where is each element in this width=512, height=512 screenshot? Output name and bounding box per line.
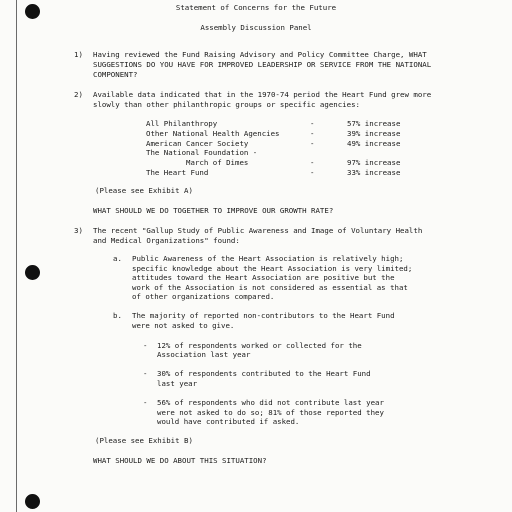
document-title: Statement of Concerns for the Future bbox=[175, 3, 337, 12]
bullet-dash: - bbox=[143, 341, 148, 350]
item-3-number: 3) bbox=[74, 226, 83, 235]
punch-hole-bottom bbox=[25, 494, 40, 509]
bullet-line: would have contributed if asked. bbox=[157, 417, 300, 426]
stat-dash: - bbox=[310, 139, 315, 148]
item-1-line: COMPONENT? bbox=[93, 70, 138, 79]
bullet-line: 56% of respondents who did not contribute last year bbox=[157, 398, 384, 407]
item-1-line: Having reviewed the Fund Raising Advisory and Policy Committee Charge, WHAT bbox=[93, 50, 427, 59]
item-1-number: 1) bbox=[74, 50, 83, 59]
stat-label: March of Dimes bbox=[146, 158, 249, 167]
stat-dash: - bbox=[310, 168, 315, 177]
document-subtitle: Assembly Discussion Panel bbox=[200, 23, 312, 32]
stat-dash: - bbox=[310, 129, 315, 138]
bullet-line: last year bbox=[157, 379, 198, 388]
stat-label: Other National Health Agencies bbox=[146, 129, 280, 138]
stat-value: 97% increase bbox=[347, 158, 401, 167]
exhibit-a-reference: (Please see Exhibit A) bbox=[95, 186, 193, 195]
bullet-line: Association last year bbox=[157, 350, 251, 359]
stat-dash: - bbox=[310, 119, 315, 128]
item-2-number: 2) bbox=[74, 90, 83, 99]
stat-value: 39% increase bbox=[347, 129, 401, 138]
item-3a-line: specific knowledge about the Heart Association is very limited; bbox=[132, 264, 413, 273]
item-3a-line: work of the Association is not considered as essential as that bbox=[132, 283, 408, 292]
item-3a-line: of other organizations compared. bbox=[132, 292, 275, 301]
item-2-line: slowly than other philanthropic groups or specific agencies: bbox=[93, 100, 360, 109]
stat-dash: - bbox=[310, 158, 315, 167]
item-3-line: and Medical Organizations" found: bbox=[93, 236, 240, 245]
stat-label: All Philanthropy bbox=[146, 119, 218, 128]
bullet-dash: - bbox=[143, 398, 148, 407]
item-2-line: Available data indicated that in the 1970-74 period the Heart Fund grew more bbox=[93, 90, 432, 99]
bullet-line: 12% of respondents worked or collected for the bbox=[157, 341, 362, 350]
bullet-dash: - bbox=[143, 369, 148, 378]
bullet-line: 30% of respondents contributed to the Heart Fund bbox=[157, 369, 371, 378]
item-3-question: WHAT SHOULD WE DO ABOUT THIS SITUATION? bbox=[93, 456, 267, 465]
page-edge bbox=[16, 0, 17, 512]
item-1-line: SUGGESTIONS DO YOU HAVE FOR IMPROVED LEADERSHIP OR SERVICE FROM THE NATIONAL bbox=[93, 60, 432, 69]
exhibit-b-reference: (Please see Exhibit B) bbox=[95, 436, 193, 445]
item-3b-marker: b. bbox=[113, 311, 122, 320]
punch-hole-middle bbox=[25, 265, 40, 280]
stat-value: 49% increase bbox=[347, 139, 401, 148]
stat-label: The Heart Fund bbox=[146, 168, 209, 177]
stat-label: American Cancer Society bbox=[146, 139, 249, 148]
item-2-question: WHAT SHOULD WE DO TOGETHER TO IMPROVE OUR GROWTH RATE? bbox=[93, 206, 334, 215]
item-3a-marker: a. bbox=[113, 254, 122, 263]
item-3-line: The recent "Gallup Study of Public Awareness and Image of Voluntary Health bbox=[93, 226, 423, 235]
stat-label: The National Foundation - bbox=[146, 148, 258, 157]
item-3b-line: were not asked to give. bbox=[132, 321, 235, 330]
stat-value: 33% increase bbox=[347, 168, 401, 177]
item-3a-line: Public Awareness of the Heart Association is relatively high; bbox=[132, 254, 404, 263]
item-3b-line: The majority of reported non-contributors to the Heart Fund bbox=[132, 311, 395, 320]
bullet-line: were not asked to do so; 81% of those reported they bbox=[157, 408, 384, 417]
item-3a-line: attitudes toward the Heart Association are positive but the bbox=[132, 273, 395, 282]
stat-value: 57% increase bbox=[347, 119, 401, 128]
